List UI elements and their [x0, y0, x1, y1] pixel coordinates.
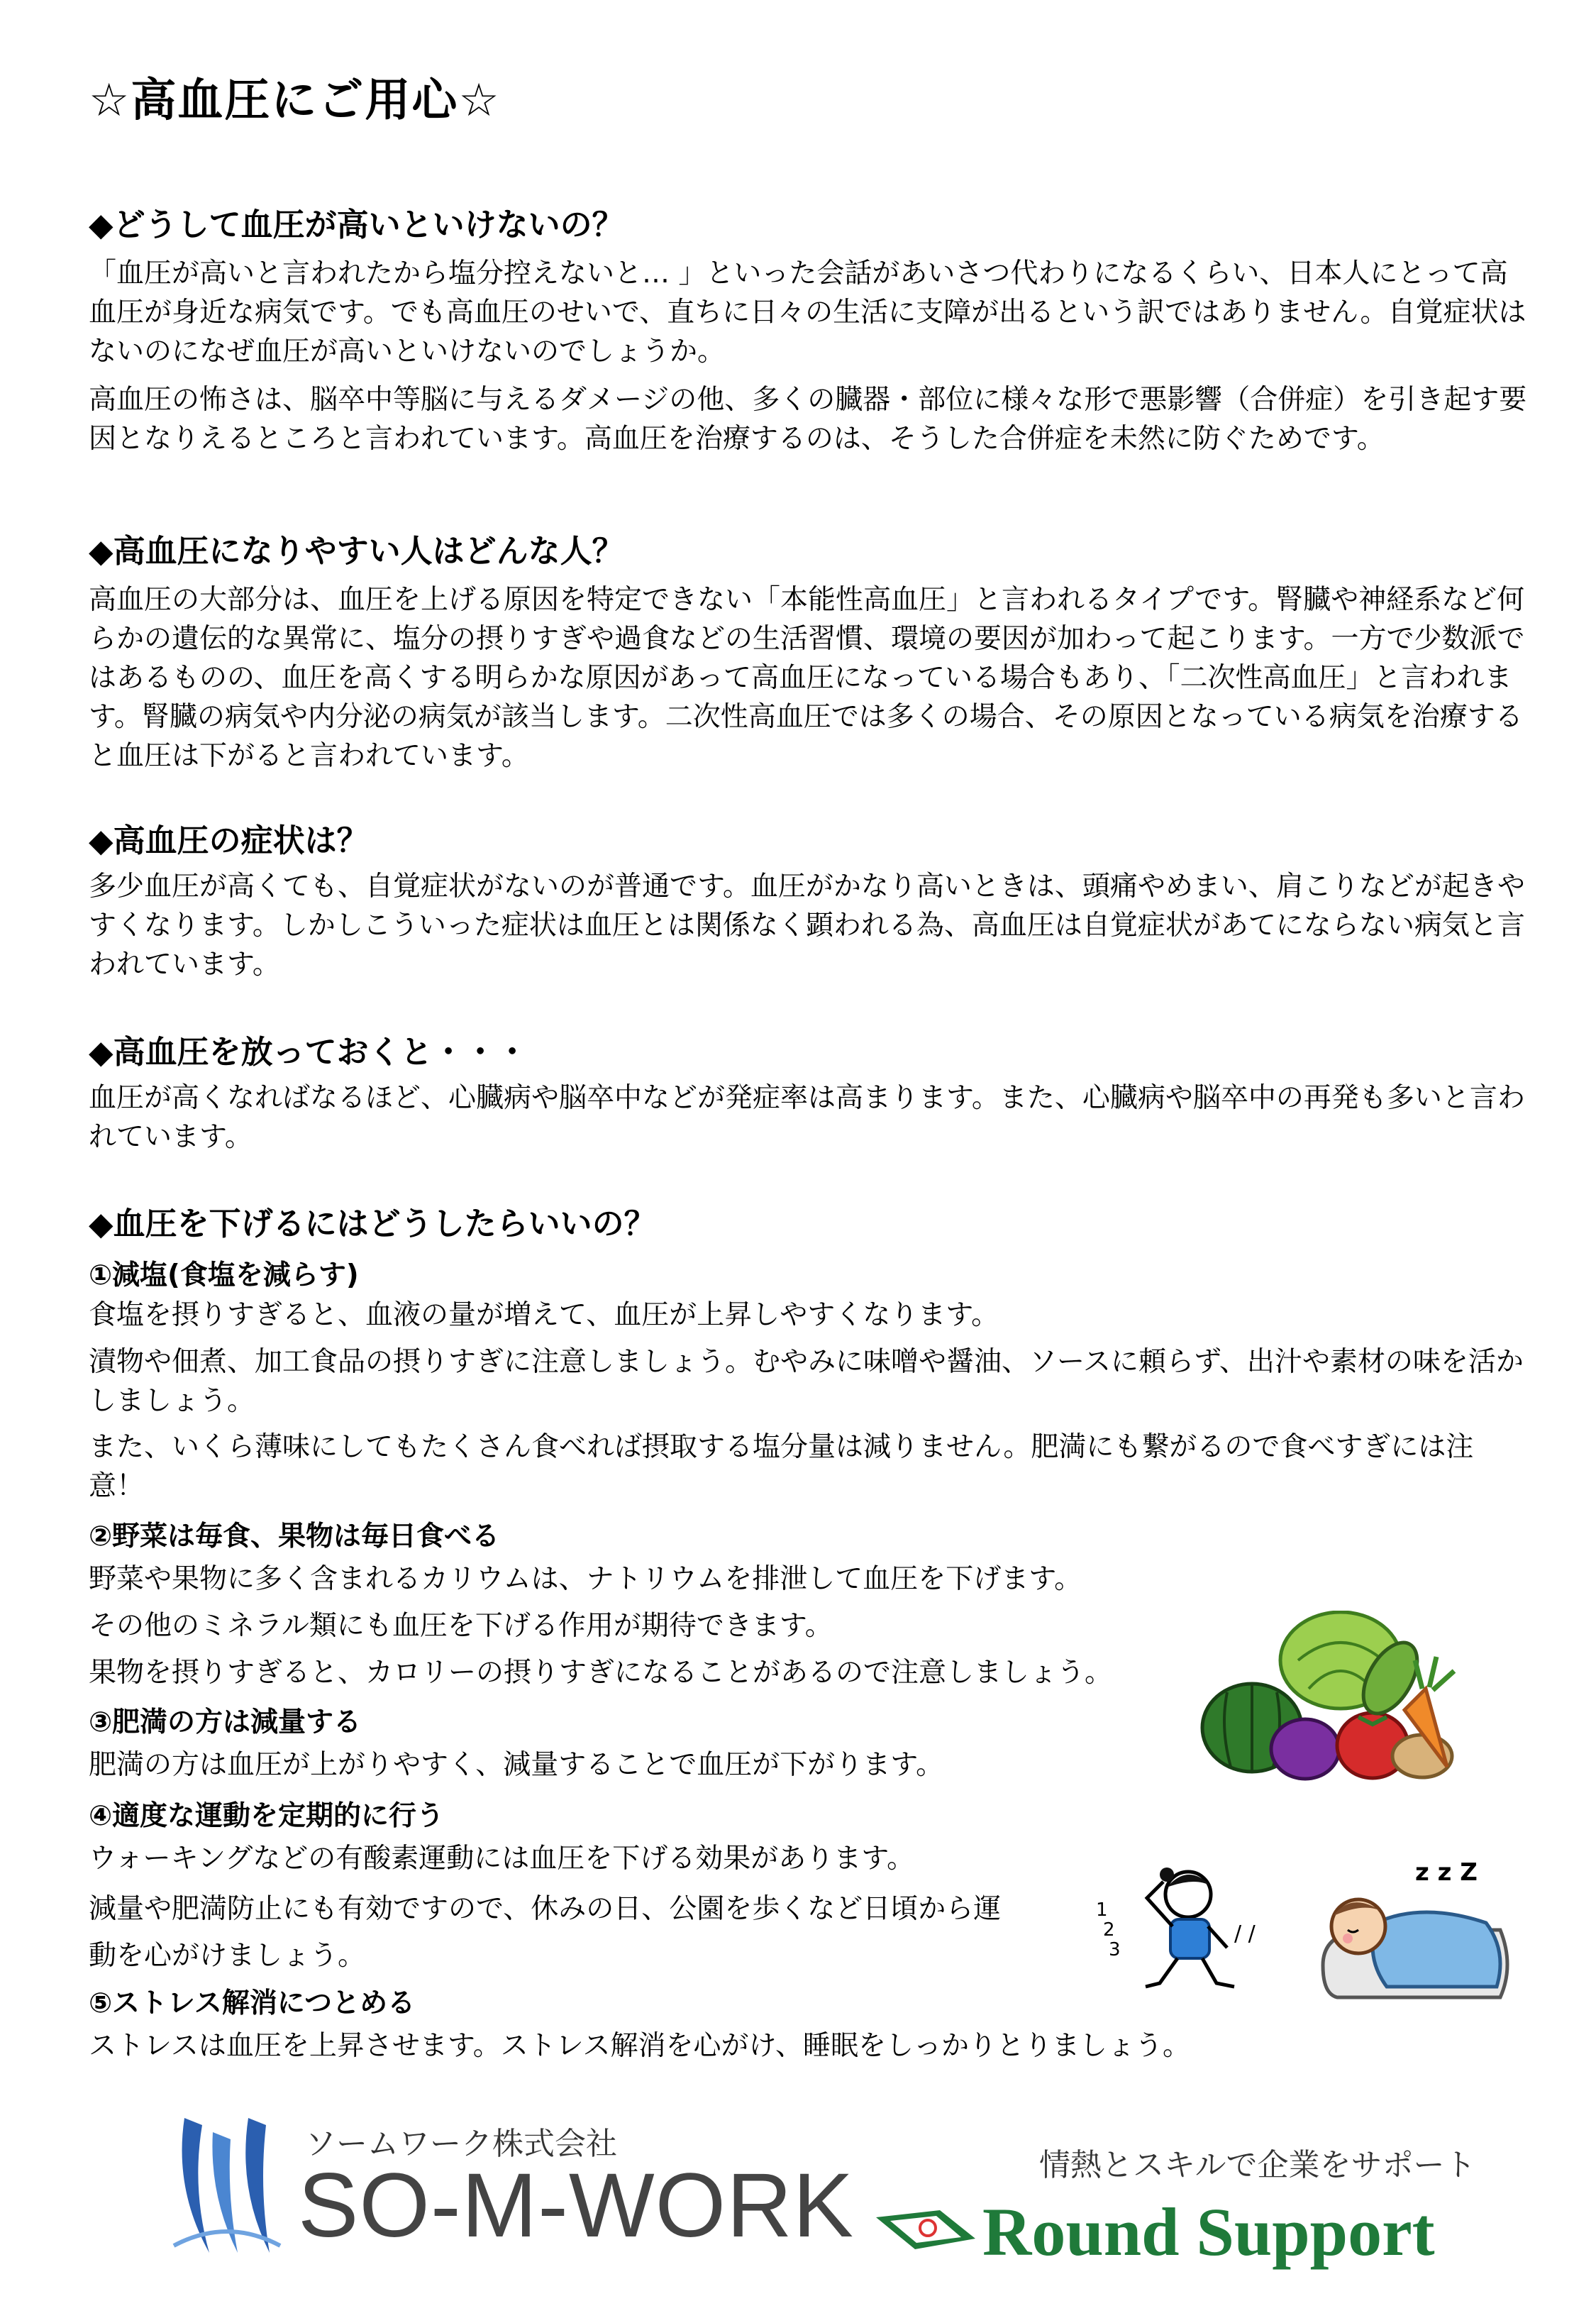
eggplant — [1271, 1719, 1339, 1779]
tip-heading: ③肥満の方は減量する — [89, 1706, 362, 1738]
section-heading-why-bad: ◆どうして血圧が高いといけないの？ — [89, 206, 624, 243]
blanket — [1373, 1912, 1500, 1987]
section-paragraph: 高血圧の怖さは、脳卒中等脳に与えるダメージの他、多くの臓器・部位に様々な形で悪影響（合併症）を引き起す要因となりえるところと言われています。高血圧を治療するのは、そうした合併症を未然に防ぐためです。 — [89, 384, 1527, 455]
tip-line: 野菜や果物に多く含まれるカリウムは、ナトリウムを排泄して血圧を下げます。 — [89, 1563, 1082, 1595]
roundsupport-tagline: 情熱とスキルで企業をサポート — [1039, 2147, 1476, 2183]
tip-line: 肥満の方は血圧が上がりやすく、減量することで血圧が下がります。 — [89, 1749, 944, 1781]
tip-line: 漬物や佃煮、加工食品の摂りすぎに注意しましょう。むやみに味噌や醤油、ソースに頼らず、出汁や素材の味を活かしましょう。 — [89, 1346, 1524, 1417]
svg-text:2: 2 — [1103, 1919, 1115, 1941]
vegetables-illustration — [1192, 1611, 1468, 1795]
somwork-logo-text: SO-M-WORK — [298, 2155, 854, 2256]
section-paragraph: 血圧が高くなればなるほど、心臓病や脳卒中などが発症率は高まります。また、心臓病や脳卒中の再発も多いと言われています。 — [89, 1082, 1525, 1153]
tip-line: 果物を摂りすぎると、カロリーの摂りすぎになることがあるので注意しましょう。 — [89, 1657, 1113, 1689]
tip-heading: ①減塩(食塩を減らす) — [89, 1259, 359, 1291]
tip-line: ストレスは血圧を上昇させます。ストレス解消を心がけ、睡眠をしっかりとりましょう。 — [89, 2030, 1190, 2062]
tip-heading: ⑤ストレス解消につとめる — [89, 1987, 416, 2019]
section-paragraph: 多少血圧が高くても、自覚症状がないのが普通です。血圧がかなり高いときは、頭痛やめまい、肩こりなどが起きやすくなります。しかしこういった症状は血圧とは関係なく顕われる為、高血圧は自覚症状があてにならない病気と言われています。 — [89, 871, 1525, 981]
section-paragraph: 「血圧が高いと言われたから塩分控えないと… 」といった会話があいさつ代わりになるくらい、日本人にとって高血圧が身近な病気です。でも高血圧のせいで、直ちに日々の生活に支障が出るという訳ではありません。自覚症状はないのになぜ血圧が高いといけないのでしょうか。 — [89, 258, 1526, 368]
tip-heading: ④適度な運動を定期的に行う — [89, 1800, 445, 1832]
section-heading-symptoms: ◆高血圧の症状は？ — [89, 822, 369, 859]
roundsupport-logo-mark — [872, 2196, 979, 2263]
svg-text:1: 1 — [1096, 1899, 1108, 1921]
exercise-illustration — [1089, 1859, 1287, 1994]
section-heading-leave: ◆高血圧を放っておくと・・・ — [89, 1033, 528, 1071]
tip-line: その他のミネラル類にも血圧を下げる作用が期待できます。 — [89, 1610, 833, 1642]
tip-heading: ②野菜は毎食、果物は毎日食べる — [89, 1521, 500, 1552]
section-paragraph: 高血圧の大部分は、血圧を上げる原因を特定できない「本能性高血圧」と言われるタイプです。腎臓や神経系など何らかの遺伝的な異常に、塩分の摂りすぎや過食などの生活習慣、環境の要因が加わって起こります。一方で少数派ではあるものの、血圧を高くする明らかな原因があって高血圧になっている場合もあり、「二次性高血圧」と言われます。腎臓の病気や内分泌の病気が該当します。二次性高血圧では多くの場合、その原因となっている病気を治療すると血圧は下がると言われています。 — [89, 584, 1525, 772]
somwork-company-name: ソームワーク株式会社 — [305, 2126, 617, 2162]
roundsupport-logo-text: Round Support — [982, 2194, 1435, 2270]
tip-line: ウォーキングなどの有酸素運動には血圧を下げる効果があります。 — [89, 1843, 915, 1875]
svg-text:/ /: / / — [1234, 1921, 1256, 1946]
section-heading-lower: ◆血圧を下げるにはどうしたらいいの？ — [89, 1205, 656, 1242]
section-heading-who: ◆高血圧になりやすい人はどんな人？ — [89, 532, 624, 570]
svg-text:3: 3 — [1109, 1939, 1121, 1960]
somwork-logo-mark — [170, 2111, 284, 2260]
tip-line: また、いくら薄味にしてもたくさん食べれば摂取する塩分量は減りません。肥満にも繋がるので食べすぎには注意！ — [89, 1431, 1474, 1502]
page-title: ☆高血圧にご用心☆ — [89, 75, 501, 127]
tip-line: 減量や肥満防止にも有効ですので、休みの日、公園を歩くなど日頃から運動を心がけましょう。 — [89, 1893, 1002, 1972]
tip-line: 食塩を摂りすぎると、血液の量が増えて、血圧が上昇しやすくなります。 — [89, 1299, 999, 1331]
sleep-zzz: z z Z — [1415, 1858, 1478, 1887]
blue-shirt — [1170, 1919, 1209, 1958]
sleeping-illustration — [1309, 1845, 1522, 2015]
